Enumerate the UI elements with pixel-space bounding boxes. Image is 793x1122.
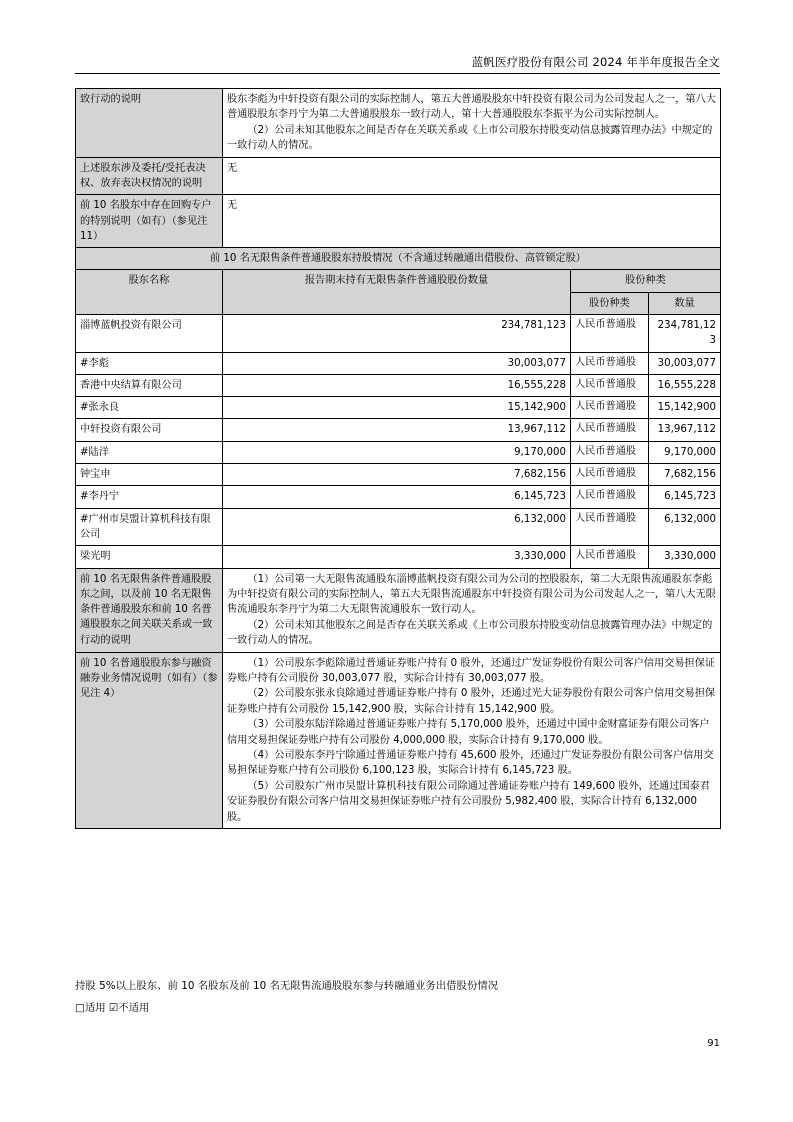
shareholder-amount: 15,142,900: [649, 397, 721, 419]
col-header-share-class: 股份种类: [571, 292, 649, 314]
shareholding-table: [75, 88, 721, 829]
shareholder-shares: 16,555,228: [223, 374, 571, 396]
table-row-column-headers: [76, 270, 721, 292]
shareholder-name: #张永良: [76, 397, 223, 419]
shareholder-amount: 9,170,000: [649, 441, 721, 463]
row-value-concert-action: [223, 89, 721, 158]
row-label-voting-rights: 上述股东涉及委托/受托表决权、放弃表决权情况的说明: [76, 157, 223, 195]
row-label-concert-action: 致行动的说明: [76, 89, 223, 158]
col-header-shareholder-name: 股东名称: [76, 270, 223, 315]
paragraph: （1）公司股东李彪除通过普通证券账户持有 0 股外，还通过广发证券股份有限公司客户信用交易担保证券账户持有公司股份 30,003,077 股，实际合计持有 30,003,077 股。: [227, 657, 716, 684]
shareholder-class: 人民币普通股: [571, 374, 649, 396]
table-row: [76, 352, 721, 374]
shareholder-name: #李彪: [76, 352, 223, 374]
table-row-voting-rights: [76, 157, 721, 195]
shareholder-shares: 7,682,156: [223, 464, 571, 486]
row-label-relationship: 前 10 名无限售条件普通股股东之间，以及前 10 名无限售条件普通股股东和前 10 名普通股股东之间关联关系或一致行动的说明: [76, 568, 223, 652]
shareholder-shares: 30,003,077: [223, 352, 571, 374]
shareholder-name: 梁光明: [76, 546, 223, 568]
shareholder-name: 淄博蓝帆投资有限公司: [76, 315, 223, 353]
shareholder-name: #陆洋: [76, 441, 223, 463]
footnote-applicability: [75, 1000, 149, 1017]
shareholder-class: 人民币普通股: [571, 397, 649, 419]
row-value-buyback-account: 无: [223, 195, 721, 248]
page-header: 蓝帆医疗股份有限公司 2024 年半年度报告全文: [75, 54, 720, 74]
paragraph: （3）公司股东陆洋除通过普通证券账户持有 5,170,000 股外，还通过中国中金财富证券有限公司客户信用交易担保证券账户持有公司股份 4,000,000 股，实际合计持有 9,170,000 股。: [227, 719, 710, 746]
shareholder-shares: 9,170,000: [223, 441, 571, 463]
shareholder-shares: 234,781,123: [223, 315, 571, 353]
paragraph: （2）公司未知其他股东之间是否存在关联关系或《上市公司股东持股变动信息披露管理办法》中规定的一致行动人的情况。: [227, 619, 713, 647]
table-row: [76, 464, 721, 486]
shareholder-amount: 3,330,000: [649, 546, 721, 568]
shareholder-class: 人民币普通股: [571, 508, 649, 546]
shareholder-name: 中轩投资有限公司: [76, 419, 223, 441]
table-row-buyback-account: [76, 195, 721, 248]
shareholder-class: 人民币普通股: [571, 464, 649, 486]
paragraph: （5）公司股东广州市昊盟计算机科技有限公司除通过普通证券账户持有 149,600 股外，还通过国泰君安证券股份有限公司客户信用交易担保证券账户持有公司股份 5,982,400 股，实际合计持有 6,132,000 股。: [227, 780, 710, 823]
shareholder-class: 人民币普通股: [571, 546, 649, 568]
shareholder-name: #广州市昊盟计算机科技有限公司: [76, 508, 223, 546]
shareholder-amount: 7,682,156: [649, 464, 721, 486]
footnote-refinancing-lending: 持股 5%以上股东、前 10 名股东及前 10 名无限售流通股股东参与转融通业务出借股份情况: [75, 980, 499, 992]
row-value-relationship: [223, 568, 721, 652]
shareholder-class: 人民币普通股: [571, 486, 649, 508]
shareholder-shares: 15,142,900: [223, 397, 571, 419]
shareholder-shares: 13,967,112: [223, 419, 571, 441]
col-header-share-amount: 数量: [649, 292, 721, 314]
applicable-checkbox[interactable]: □: [75, 1002, 85, 1014]
paragraph: （4）公司股东李丹宁除通过普通证券账户持有 45,600 股外，还通过广发证券股份有限公司客户信用交易担保证券账户持有公司股份 6,100,123 股，实际合计持有 6,145,723 股。: [227, 750, 714, 777]
shareholder-amount: 6,132,000: [649, 508, 721, 546]
table-row-section-title: [76, 248, 721, 270]
shareholder-name: #李丹宁: [76, 486, 223, 508]
row-label-buyback-account: 前 10 名股东中存在回购专户的特别说明（如有）（参见注 11）: [76, 195, 223, 248]
shareholder-name: 香港中央结算有限公司: [76, 374, 223, 396]
shareholder-amount: 30,003,077: [649, 352, 721, 374]
shareholder-amount: 234,781,123: [649, 315, 721, 353]
paragraph: 股东李彪为中轩投资有限公司的实际控制人，第五大普通股股东中轩投资有限公司为公司发起人之一，第八大普通股股东李丹宁为第二大普通股股东一致行动人，第十大普通股股东李振平为公司实际控制人。: [227, 94, 716, 121]
shareholder-amount: 13,967,112: [649, 419, 721, 441]
shareholder-amount: 16,555,228: [649, 374, 721, 396]
table-row: [76, 397, 721, 419]
col-header-shares-held: 报告期末持有无限售条件普通股股份数量: [223, 270, 571, 315]
paragraph: （2）公司股东张永良除通过普通证券账户持有 0 股外，还通过光大证券股份有限公司客户信用交易担保证券账户持有公司股份 15,142,900 股，实际合计持有 15,142,900 股。: [227, 688, 716, 715]
section-title: 前 10 名无限售条件普通股股东持股情况（不含通过转融通出借股份、高管锁定股）: [76, 248, 721, 270]
table-row: [76, 374, 721, 396]
applicable-label: 适用: [84, 1002, 106, 1014]
table-row: [76, 486, 721, 508]
table-row: [76, 546, 721, 568]
table-row: [76, 441, 721, 463]
table-row-relationship-explanation: [76, 568, 721, 652]
shareholder-class: 人民币普通股: [571, 352, 649, 374]
row-value-voting-rights: 无: [223, 157, 721, 195]
not-applicable-label: 不适用: [118, 1002, 150, 1014]
table-row: [76, 315, 721, 353]
shareholder-class: 人民币普通股: [571, 315, 649, 353]
table-row-concert-action: [76, 89, 721, 158]
paragraph: （1）公司第一大无限售流通股东淄博蓝帆投资有限公司为公司的控股股东，第二大无限售流通股东李彪为中轩投资有限公司的实际控制人，第五大无限售流通股东中轩投资有限公司为公司发起人之一，第八大无限售流通股东李丹宁为第二大无限售流通股东一致行动人。: [227, 573, 716, 616]
shareholder-amount: 6,145,723: [649, 486, 721, 508]
row-value-margin-trading: [223, 652, 721, 828]
col-header-share-class-group: 股份种类: [571, 270, 721, 292]
table-row: [76, 508, 721, 546]
table-row: [76, 419, 721, 441]
shareholder-name: 钟宝申: [76, 464, 223, 486]
row-label-margin-trading: 前 10 名普通股股东参与融资融券业务情况说明（如有）（参见注 4）: [76, 652, 223, 828]
shareholder-class: 人民币普通股: [571, 441, 649, 463]
shareholder-shares: 6,132,000: [223, 508, 571, 546]
page-number: 91: [707, 1038, 720, 1049]
paragraph: （2）公司未知其他股东之间是否存在关联关系或《上市公司股东持股变动信息披露管理办法》中规定的一致行动人的情况。: [227, 124, 713, 152]
shareholder-class: 人民币普通股: [571, 419, 649, 441]
not-applicable-checkbox[interactable]: ☑: [108, 1002, 119, 1014]
shareholder-shares: 3,330,000: [223, 546, 571, 568]
table-row-margin-trading: [76, 652, 721, 828]
shareholder-shares: 6,145,723: [223, 486, 571, 508]
